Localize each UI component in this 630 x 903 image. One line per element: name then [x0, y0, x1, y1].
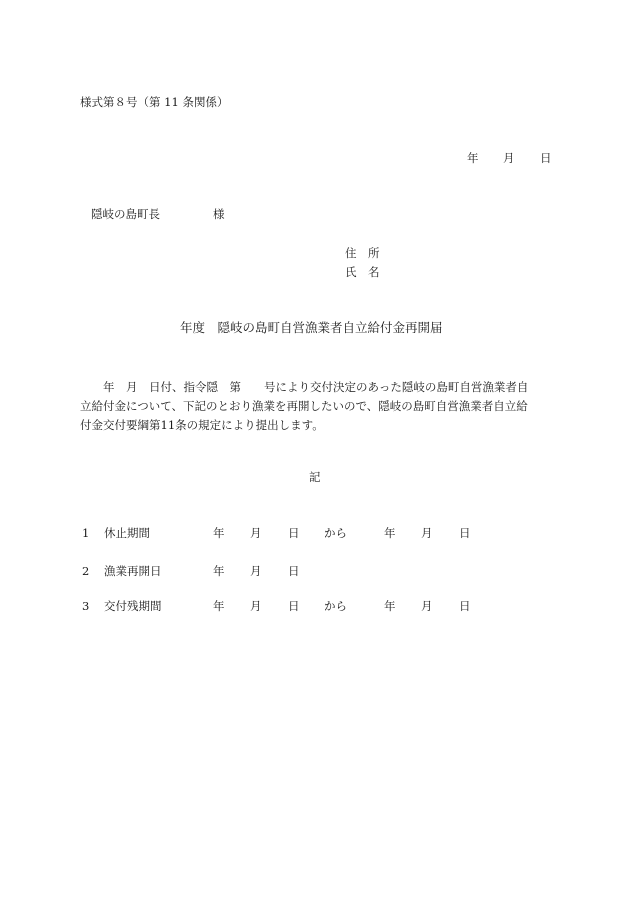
from-label: から: [324, 526, 347, 540]
applicant-address-label: 住 所: [345, 246, 380, 260]
from-label: から: [324, 599, 347, 613]
end-month-label: 月: [421, 599, 433, 613]
end-year-label: 年: [384, 599, 396, 613]
body-line: 年 月 日付、指令隠 第 号により交付決定のあった隠岐の島町自営漁業者自: [80, 380, 529, 394]
addressee-name: 隠岐の島町長: [91, 207, 160, 221]
ki-heading: 記: [309, 470, 321, 484]
start-day-label: 日: [288, 526, 300, 540]
start-year-label: 年: [213, 526, 225, 540]
document-title: 年度 隠岐の島町自営漁業者自立給付金再開届: [180, 320, 443, 335]
date-year-label: 年: [467, 151, 479, 165]
body-line: 付金交付要綱第11条の規定により提出します。: [80, 418, 324, 432]
applicant-name-label: 氏 名: [345, 265, 380, 279]
item-label: 交付残期間: [104, 599, 162, 613]
form-number: 様式第８号（第 11 条関係）: [80, 95, 229, 109]
year-label: 年: [213, 564, 225, 578]
body-paragraph: [80, 378, 550, 435]
item-number: 1: [82, 526, 90, 540]
date-day-label: 日: [540, 151, 552, 165]
item-row-resumption-date: [0, 566, 630, 582]
end-month-label: 月: [421, 526, 433, 540]
addressee-honorific: 様: [213, 207, 225, 221]
item-label: 休止期間: [104, 526, 150, 540]
start-year-label: 年: [213, 599, 225, 613]
end-day-label: 日: [459, 526, 471, 540]
end-day-label: 日: [459, 599, 471, 613]
start-month-label: 月: [250, 526, 262, 540]
item-row-suspension-period: [0, 528, 630, 544]
item-row-remaining-period: [0, 601, 630, 617]
item-number: 3: [82, 599, 90, 613]
date-month-label: 月: [503, 151, 515, 165]
start-month-label: 月: [250, 599, 262, 613]
body-line: 立給付金について、下記のとおり漁業を再開したいので、隠岐の島町自営漁業者自立給: [80, 399, 528, 413]
start-day-label: 日: [288, 599, 300, 613]
item-number: 2: [82, 564, 90, 578]
month-label: 月: [250, 564, 262, 578]
end-year-label: 年: [384, 526, 396, 540]
day-label: 日: [288, 564, 300, 578]
item-label: 漁業再開日: [104, 564, 162, 578]
